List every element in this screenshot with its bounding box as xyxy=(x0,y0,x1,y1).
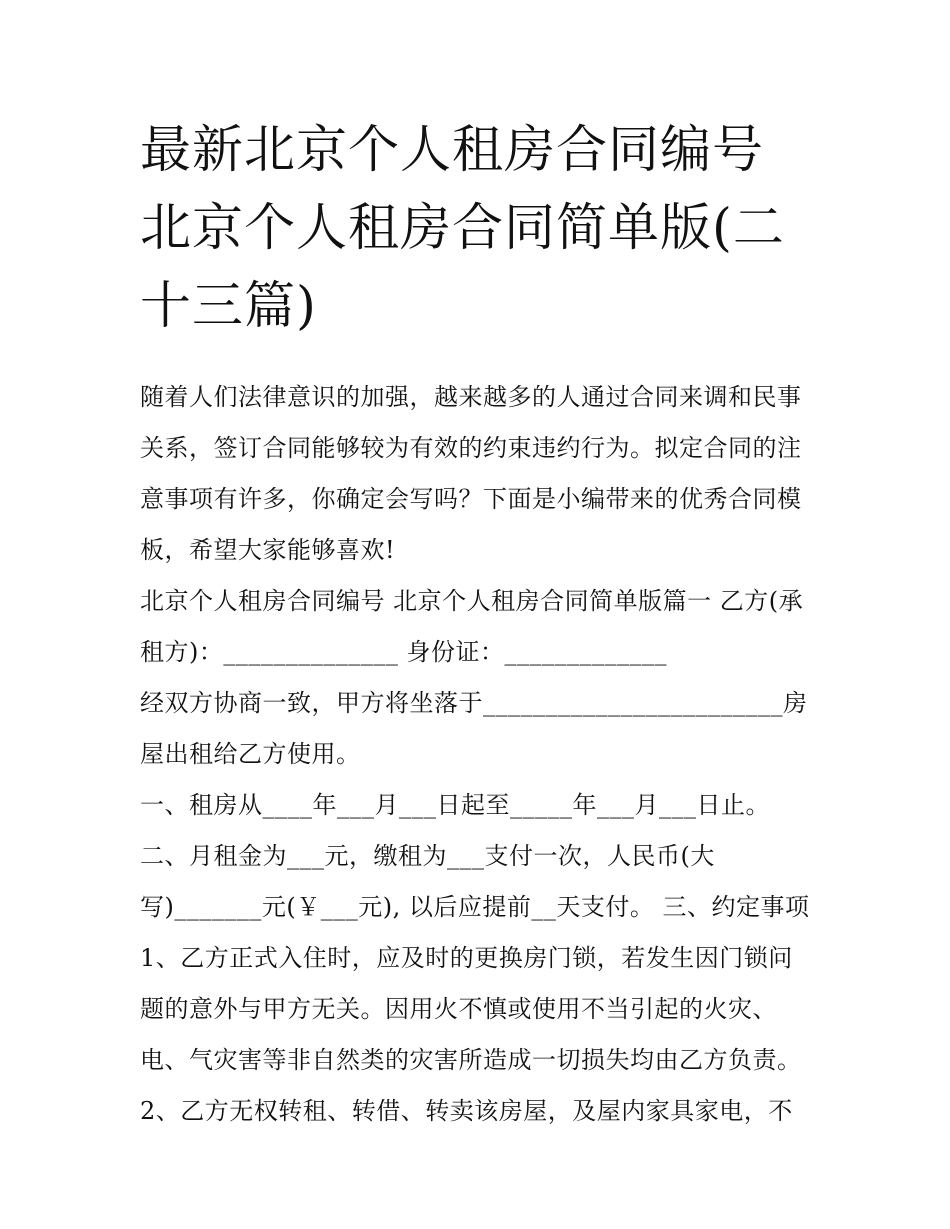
document-body xyxy=(140,372,815,1137)
paragraph-line: 一、租房从____年___月___日起至_____年___月___日止。 xyxy=(140,791,770,819)
paragraph-line: 题的意外与甲方无关。因用火不慎或使用不当引起的火灾、 xyxy=(140,995,777,1023)
paragraph-line: 关系，签订合同能够较为有效的约束违约行为。拟定合同的注 xyxy=(140,434,802,462)
document-title: 最新北京个人租房合同编号 北京个人租房合同简单版(二十三篇) xyxy=(140,121,785,336)
paragraph-line: 板，希望大家能够喜欢! xyxy=(140,536,396,564)
paragraph-line: 1、乙方正式入住时，应及时的更换房门锁，若发生因门锁问 xyxy=(140,944,793,972)
paragraph-line: 2、乙方无权转租、转借、转卖该房屋，及屋内家具家电，不 xyxy=(140,1097,793,1125)
paragraph-line: 随着人们法律意识的加强，越来越多的人通过合同来调和民事 xyxy=(140,383,802,411)
paragraph-line: 电、气灾害等非自然类的灾害所造成一切损失均由乙方负责。 xyxy=(140,1046,802,1074)
paragraph-line: 屋出租给乙方使用。 xyxy=(140,740,361,768)
paragraph-line: 意事项有许多，你确定会写吗？下面是小编带来的优秀合同模 xyxy=(140,485,802,513)
paragraph-line: 二、月租金为___元，缴租为___支付一次，人民币(大 xyxy=(140,842,715,870)
paragraph-line: 租方)：______________ 身份证：_____________ xyxy=(140,638,667,666)
paragraph-line: 写)_______元(￥___元), 以后应提前__天支付。 三、约定事项 xyxy=(140,893,810,921)
document-page xyxy=(140,112,815,1137)
paragraph-line: 北京个人租房合同编号 北京个人租房合同简单版篇一 乙方(承 xyxy=(140,587,804,615)
paragraph-line: 经双方协商一致，甲方将坐落于________________________房 xyxy=(140,689,808,717)
